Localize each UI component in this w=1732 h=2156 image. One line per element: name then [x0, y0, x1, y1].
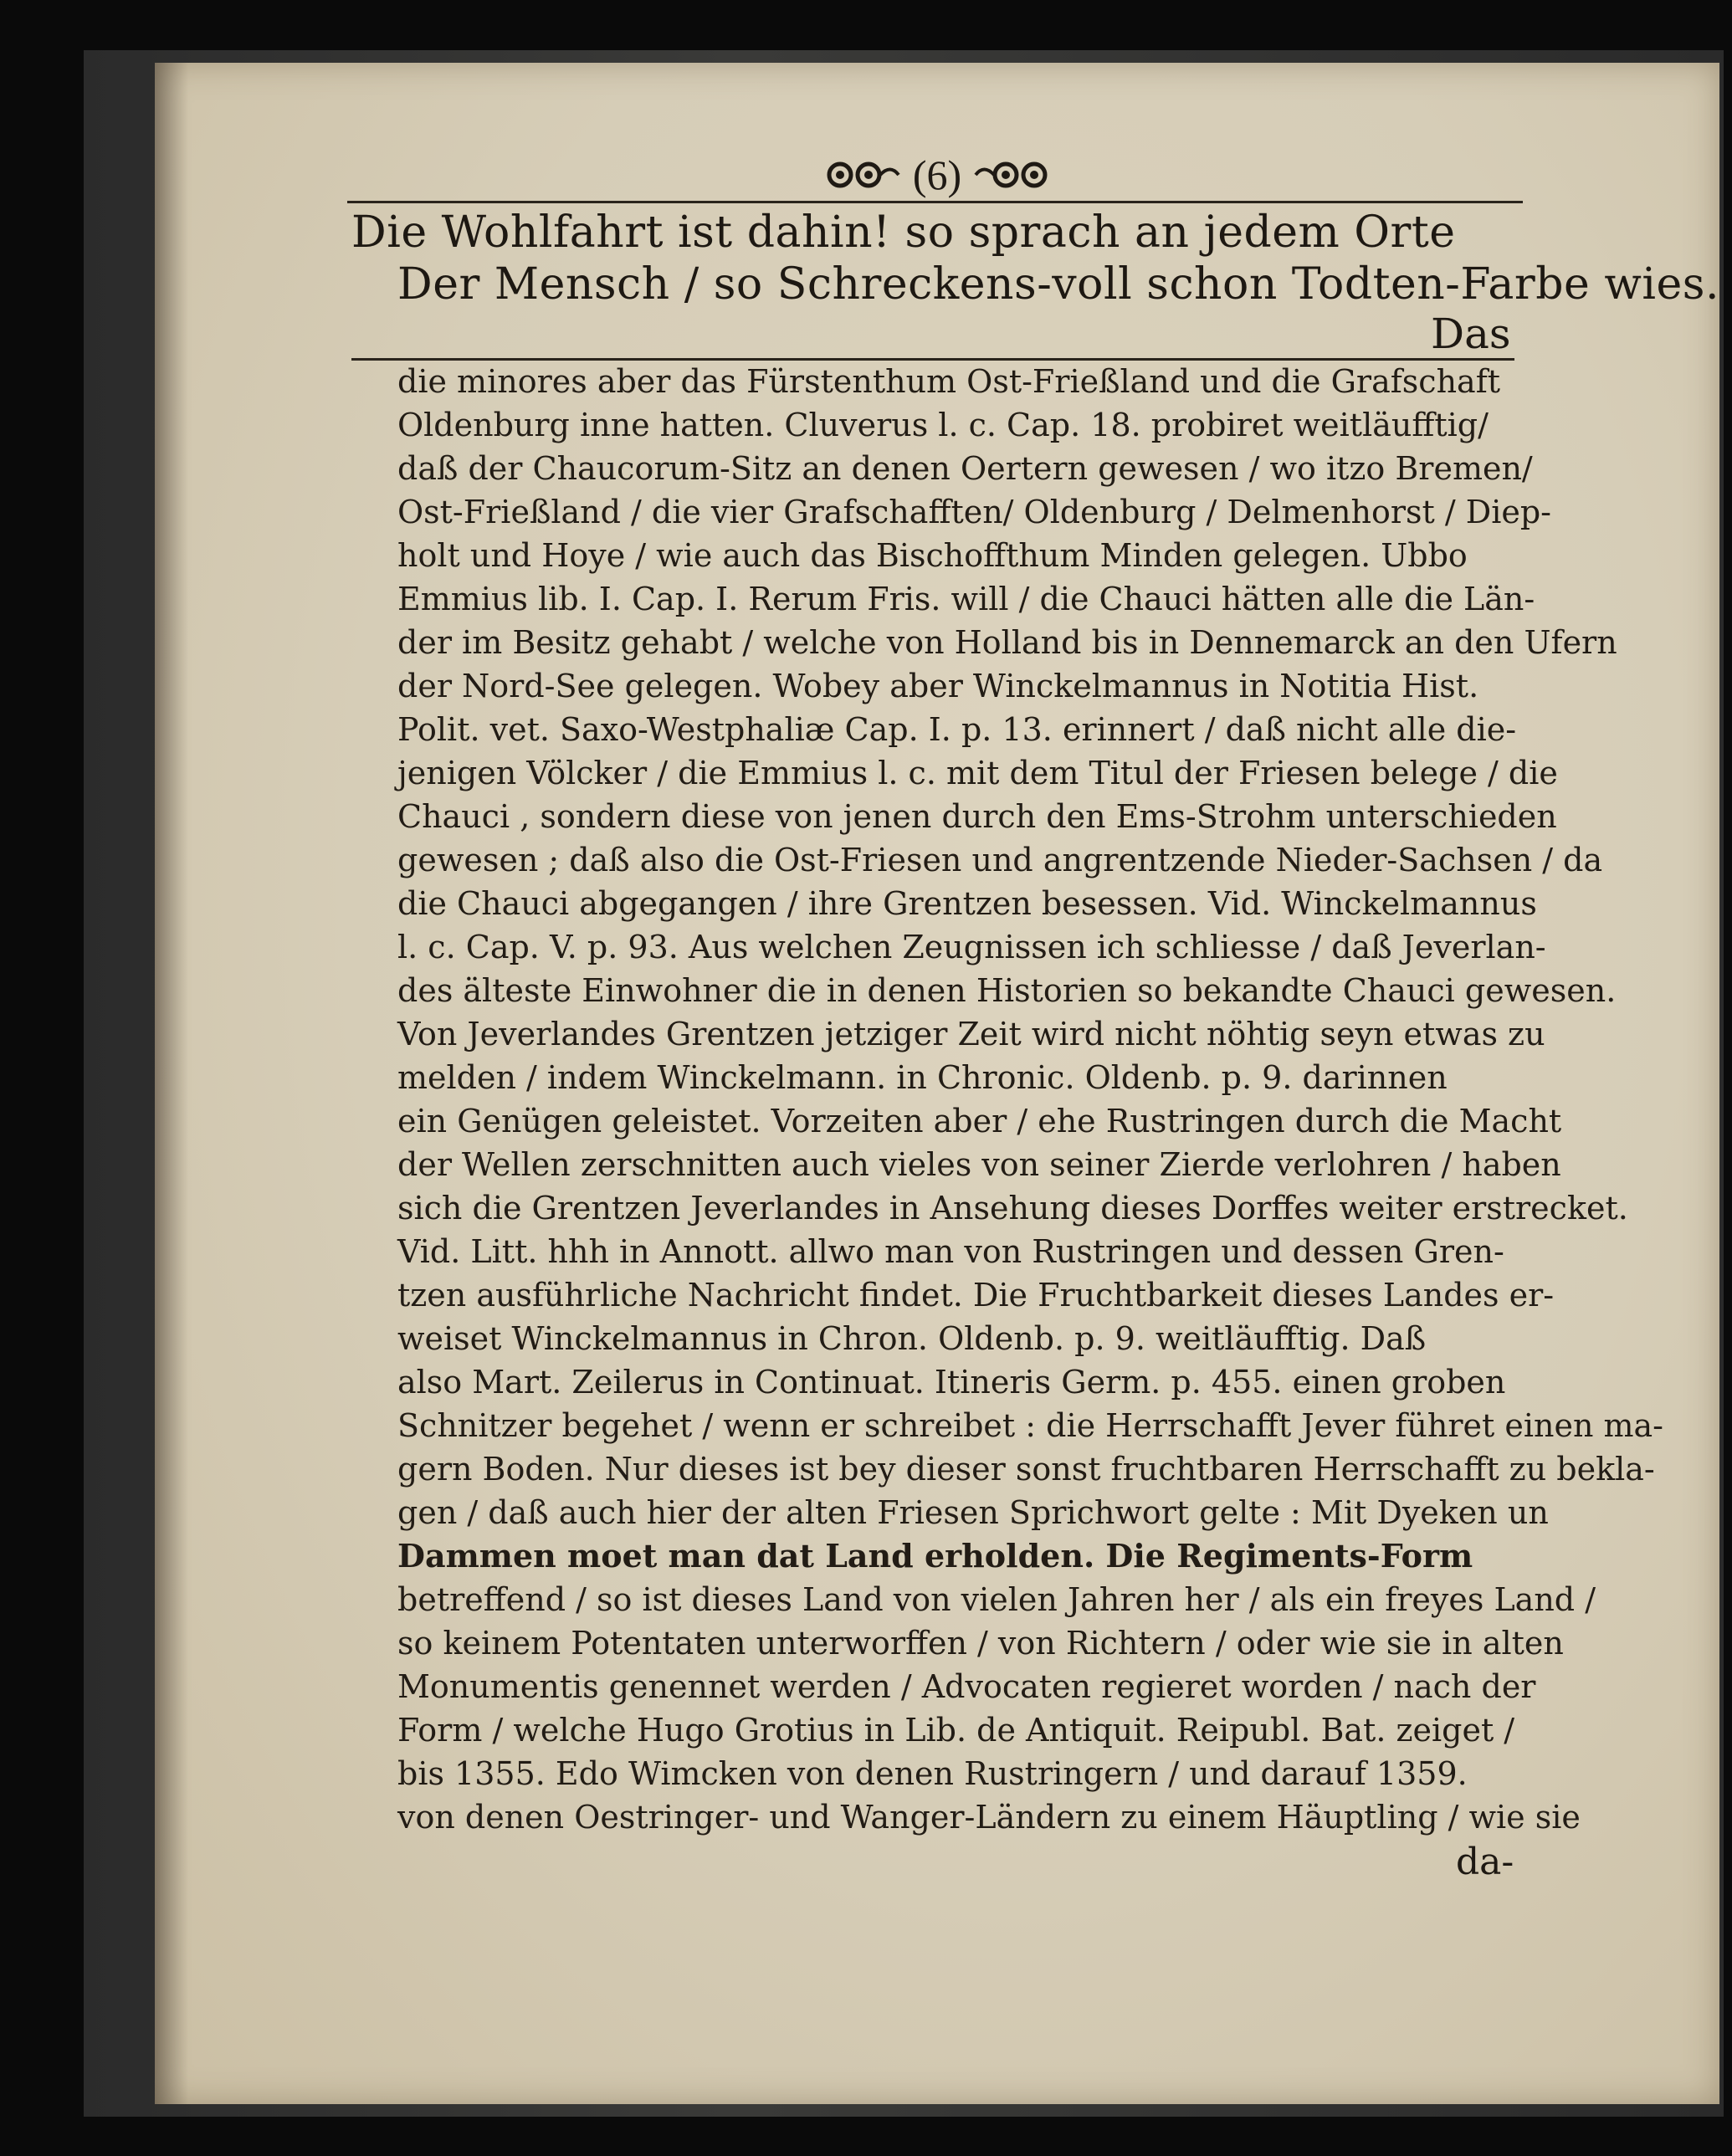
body-line: Ost-Frießland / die vier Grafschafften/ Oldenburg / Delmenhorst / Diep- [397, 494, 1552, 530]
catchword-top: Das [1431, 310, 1511, 358]
body-line: die Chauci abgegangen / ihre Grentzen besessen. Vid. Winckelmannus [397, 885, 1537, 922]
body-line: daß der Chaucorum-Sitz an denen Oertern gewesen / wo itzo Bremen/ [397, 450, 1533, 487]
body-line: sich die Grentzen Jeverlandes in Ansehung dieses Dorffes weiter erstrecket. [397, 1190, 1628, 1227]
body-line: Chauci , sondern diese von jenen durch den Ems-Strohm unterschieden [397, 798, 1557, 835]
gutter-shadow [155, 63, 188, 2104]
body-line: jenigen Völcker / die Emmius l. c. mit dem Titul der Friesen belege / die [397, 755, 1558, 791]
body-line: gern Boden. Nur dieses ist bey dieser sonst fruchtbaren Herrschafft zu bekla- [397, 1451, 1655, 1488]
left-ornament-icon [825, 161, 900, 189]
body-line: der Wellen zerschnitten auch vieles von seiner Zierde verlohren / haben [397, 1146, 1561, 1183]
body-line: also Mart. Zeilerus in Continuat. Itineris Germ. p. 455. einen groben [397, 1364, 1506, 1401]
verse-line-2: Der Mensch / so Schreckens-voll schon Todten-Farbe wies. [397, 259, 1719, 310]
body-line: so keinem Potentaten unterworffen / von Richtern / oder wie sie in alten [397, 1625, 1564, 1662]
body-line: von denen Oestringer- und Wanger-Ländern zu einem Häuptling / wie sie [397, 1799, 1581, 1836]
body-line: Von Jeverlandes Grentzen jetziger Zeit wird nicht nöhtig seyn etwas zu [397, 1016, 1545, 1052]
body-line: des älteste Einwohner die in denen Historien so bekandte Chauci gewesen. [397, 972, 1617, 1009]
body-line: die minores aber das Fürstenthum Ost-Frießland und die Grafschaft [397, 363, 1501, 400]
body-line: der Nord-See gelegen. Wobey aber Winckelmannus in Notitia Hist. [397, 668, 1479, 704]
body-line: melden / indem Winckelmann. in Chronic. Oldenb. p. 9. darinnen [397, 1059, 1448, 1096]
body-line: ein Genügen geleistet. Vorzeiten aber / ehe Rustringen durch die Macht [397, 1103, 1562, 1139]
body-line: Dammen moet man dat Land erholden. Die Regiments-Form [397, 1537, 1473, 1575]
verse-line-1: Die Wohlfahrt ist dahin! so sprach an jedem Orte [351, 207, 1456, 258]
body-line: der im Besitz gehabt / welche von Holland bis in Dennemarck an den Ufern [397, 624, 1617, 661]
catchword-bottom: da- [1456, 1841, 1514, 1883]
page-header [351, 151, 1523, 201]
body-line: holt und Hoye / wie auch das Bischoffthum Minden gelegen. Ubbo [397, 537, 1468, 574]
body-line: Monumentis genennet werden / Advocaten regieret worden / nach der [397, 1668, 1536, 1705]
body-line: tzen ausführliche Nachricht findet. Die Fruchtbarkeit dieses Landes er- [397, 1277, 1555, 1314]
body-line: Emmius lib. I. Cap. I. Rerum Fris. will / die Chauci hätten alle die Län- [397, 581, 1535, 617]
body-line: bis 1355. Edo Wimcken von denen Rustringern / und darauf 1359. [397, 1755, 1468, 1792]
body-line: Oldenburg inne hatten. Cluverus l. c. Cap. 18. probiret weitläufftig/ [397, 407, 1489, 443]
body-line: Form / welche Hugo Grotius in Lib. de Antiquit. Reipubl. Bat. zeiget / [397, 1712, 1515, 1749]
body-line: l. c. Cap. V. p. 93. Aus welchen Zeugnissen ich schliesse / daß Jeverlan- [397, 929, 1546, 965]
page-number: (6) [912, 151, 962, 198]
body-line: Polit. vet. Saxo-Westphaliæ Cap. I. p. 13. erinnert / daß nicht alle die- [397, 711, 1517, 748]
body-line: Vid. Litt. hhh in Annott. allwo man von Rustringen und dessen Gren- [397, 1233, 1504, 1270]
body-line: weiset Winckelmannus in Chron. Oldenb. p. 9. weitläufftig. Daß [397, 1320, 1427, 1357]
right-ornament-icon [974, 161, 1049, 189]
body-line: betreffend / so ist dieses Land von vielen Jahren her / als ein freyes Land / [397, 1581, 1596, 1618]
body-line: Schnitzer begehet / wenn er schreibet : die Herrschafft Jever führet einen ma- [397, 1407, 1664, 1444]
body-line: gewesen ; daß also die Ost-Friesen und angrentzende Nieder-Sachsen / da [397, 842, 1603, 878]
body-line: gen / daß auch hier der alten Friesen Sprichwort gelte : Mit Dyeken un [397, 1494, 1549, 1531]
header-rule [347, 201, 1523, 203]
